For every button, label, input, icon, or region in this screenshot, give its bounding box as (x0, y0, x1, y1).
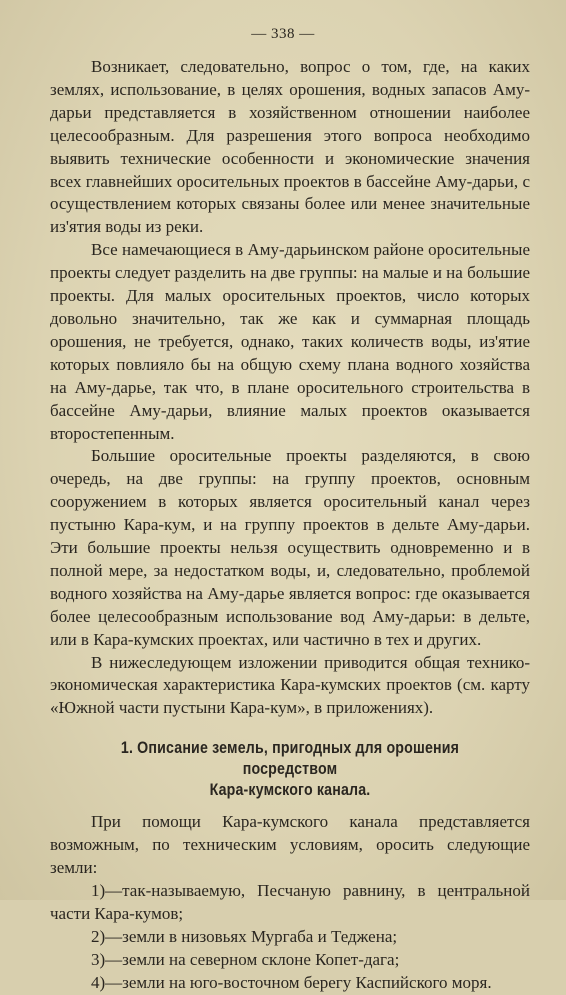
paragraph-3: Большие оросительные проекты разделяются, в свою очередь, на две группы: на группу проектов, основным сооружением в которых является оросительный канал через пустыню Кара-кум, и на группу проектов в дельте Аму-дарьи. Эти большие проекты нельзя осуществить одновременно и в полной мере, за недостатком воды, и, следовательно, проблемой водного хозяйства на Аму-дарье является вопрос: где оказывается более целесообразным использование вод Аму-дарьи: в дельте, или в Кара-кумских проектах, или частично в тех и других. (50, 446, 530, 649)
list-item-4: 4)—земли на юго-восточном берегу Каспийского моря. (91, 972, 492, 992)
section-heading (84, 738, 497, 801)
list-item-2: 2)—земли в низовьях Мургаба и Теджена; (91, 926, 398, 946)
section-heading-line-1: 1. Описание земель, пригодных для орошения посредством (120, 739, 460, 779)
paragraph-2: Все намечающиеся в Аму-дарьинском районе оросительные проекты следует разделить на две группы: на малые и на большие проекты. Для малых оросительных проектов, число которых довольно значительно, так же как и суммарная площадь орошения, не требуется, однако, таких количеств воды, из'ятие которых повлияло бы на общую схему плана водного хозяйства на Аму-дарье, так что, в плане оросительного строительства в бассейне Аму-дарьи, влияние малых проектов оказывается второстепенным. (50, 240, 530, 443)
list-item-1: 1)—так-называемую, Песчаную равнину, в центральной части Кара-кумов; (50, 881, 530, 923)
section-heading-line-2: Кара-кумского канала. (209, 781, 371, 800)
page-text (50, 56, 530, 995)
page-number: — 338 — (251, 26, 315, 42)
paragraph-4: В нижеследующем изложении приводится общая технико-экономическая характеристика Кара-кумских проектов (см. карту «Южной части пустыни Кара-кум», в приложениях). (50, 652, 530, 718)
paragraph-1: Возникает, следовательно, вопрос о том, где, на каких землях, использование, в целях орошения, водных запасов Аму-дарьи представляется в хозяйственном отношении наиболее целесообразным. Для разрешения этого вопроса необходимо выявить технические особенности и экономические значения всех главнейших оросительных проектов в бассейне Аму-дарьи, с осуществлением которых связаны более или менее значительные из'ятия воды из реки. (50, 57, 530, 237)
section-intro: При помощи Кара-кумского канала представляется возможным, по техническим условиям, оросить следующие земли: (50, 812, 530, 878)
list-item-3: 3)—земли на северном склоне Копет-дага; (91, 949, 400, 969)
